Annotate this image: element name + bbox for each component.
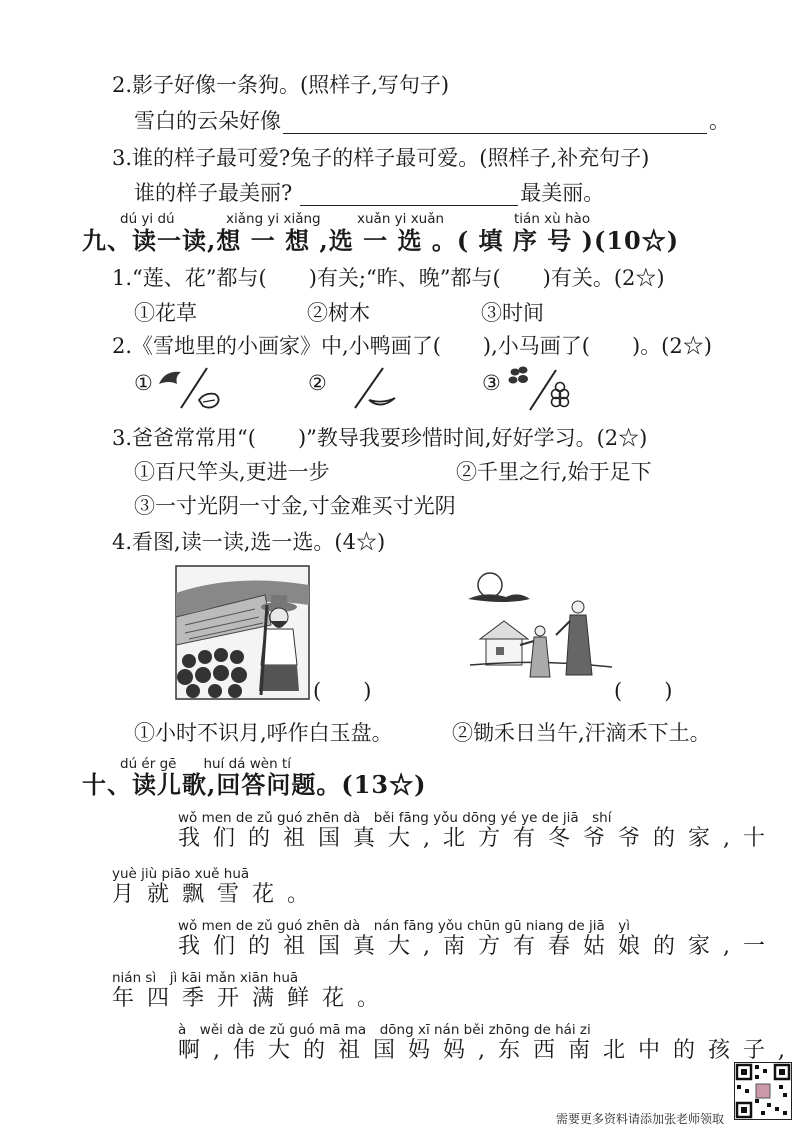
section-9-heading: 九、读一读,想 一 想 ,选 一 选 。( 填 序 号 )(10☆) xyxy=(82,226,680,255)
s9-pinyin-4: tián xù hào xyxy=(514,211,591,227)
s9-q2-mark-1: ① xyxy=(134,371,153,395)
s9-q3: 3.爸爸常常用“( )”教导我要珍惜时间,好好学习。(2☆) xyxy=(112,426,648,450)
moon-viewing-illustration xyxy=(466,565,616,685)
s9-q3-opt-2: ②千里之行,始于足下 xyxy=(456,460,652,484)
s9-q4-paren-2[interactable]: ( ) xyxy=(614,679,673,703)
q3-answer-line xyxy=(134,180,604,206)
s9-q1-opt-2: ②树木 xyxy=(307,301,370,325)
s9-q2-mark-3: ③ xyxy=(482,371,501,395)
poem-pinyin-3: wǒ men de zǔ guó zhēn dà nán fāng yǒu chūn gū niang de jiā yì xyxy=(178,918,630,934)
plum-blossom-footprint-icon xyxy=(506,360,578,414)
s9-q3-opt-3: ③一寸光阴一寸金,寸金难买寸光阴 xyxy=(134,494,456,518)
s9-q1-opt-1: ①花草 xyxy=(134,301,197,325)
q2-blank[interactable] xyxy=(283,113,707,134)
s9-q3-opt-1: ①百尺竿头,更进一步 xyxy=(134,460,330,484)
poem-pinyin-4: nián sì jì kāi mǎn xiān huā xyxy=(112,970,299,986)
q2-stem: 雪白的云朵好像 xyxy=(134,109,281,133)
s9-q4-opt-2: ②锄禾日当午,汗滴禾下土。 xyxy=(452,721,711,745)
poem-line-3: 我们的祖国真大,南方有春姑娘的家,一 xyxy=(178,934,778,959)
s9-q2: 2.《雪地里的小画家》中,小鸭画了( ),小马画了( )。(2☆) xyxy=(112,334,712,358)
s9-q1: 1.“莲、花”都与( )有关;“昨、晚”都与( )有关。(2☆) xyxy=(112,266,665,290)
q3-blank[interactable] xyxy=(300,185,518,206)
poem-pinyin-5: à wěi dà de zǔ guó mā ma dōng xī nán běi zhōng de hái zi xyxy=(178,1022,591,1038)
poem-line-1: 我们的祖国真大,北方有冬爷爷的家,十 xyxy=(178,826,778,851)
q2-answer-line xyxy=(134,108,730,134)
poem-pinyin-2: yuè jiù piāo xuě huā xyxy=(112,866,250,882)
q3-prompt: 3.谁的样子最可爱?兔子的样子最可爱。(照样子,补充句子) xyxy=(112,146,650,170)
poem-pinyin-1: wǒ men de zǔ guó zhēn dà běi fāng yǒu dōng yé ye de jiā shí xyxy=(178,810,612,826)
s9-q4: 4.看图,读一读,选一选。(4☆) xyxy=(112,530,386,554)
s9-q4-paren-1[interactable]: ( ) xyxy=(313,679,372,703)
q2-prompt: 2.影子好像一条狗。(照样子,写句子) xyxy=(112,73,450,97)
q2-end: 。 xyxy=(709,109,730,133)
q3-end: 最美丽。 xyxy=(520,181,605,205)
farmer-hoeing-illustration xyxy=(175,565,310,700)
s9-pinyin-1: dú yi dú xyxy=(120,211,175,227)
poem-line-5: 啊,伟大的祖国妈妈,东西南北中的孩子, xyxy=(178,1038,798,1063)
s9-q1-opt-3: ③时间 xyxy=(481,301,544,325)
s9-pinyin-2: xiǎng yi xiǎng xyxy=(226,211,321,227)
poem-line-4: 年四季开满鲜花。 xyxy=(112,986,393,1011)
qr-code-icon xyxy=(734,1062,792,1120)
maple-leaf-footprint-icon xyxy=(155,362,225,414)
s10-pinyin: dú ér gē huí dá wèn tí xyxy=(120,756,291,772)
footer-note: 需要更多资料请添加张老师领取 xyxy=(556,1112,725,1126)
q3-stem: 谁的样子最美丽? xyxy=(134,181,293,205)
moon-footprint-icon xyxy=(329,360,401,412)
section-10-heading: 十、读儿歌,回答问题。(13☆) xyxy=(82,770,427,799)
s9-pinyin-3: xuǎn yi xuǎn xyxy=(357,211,445,227)
s9-q4-opt-1: ①小时不识月,呼作白玉盘。 xyxy=(134,721,393,745)
s9-q2-mark-2: ② xyxy=(308,371,327,395)
poem-line-2: 月就飘雪花。 xyxy=(112,882,323,907)
